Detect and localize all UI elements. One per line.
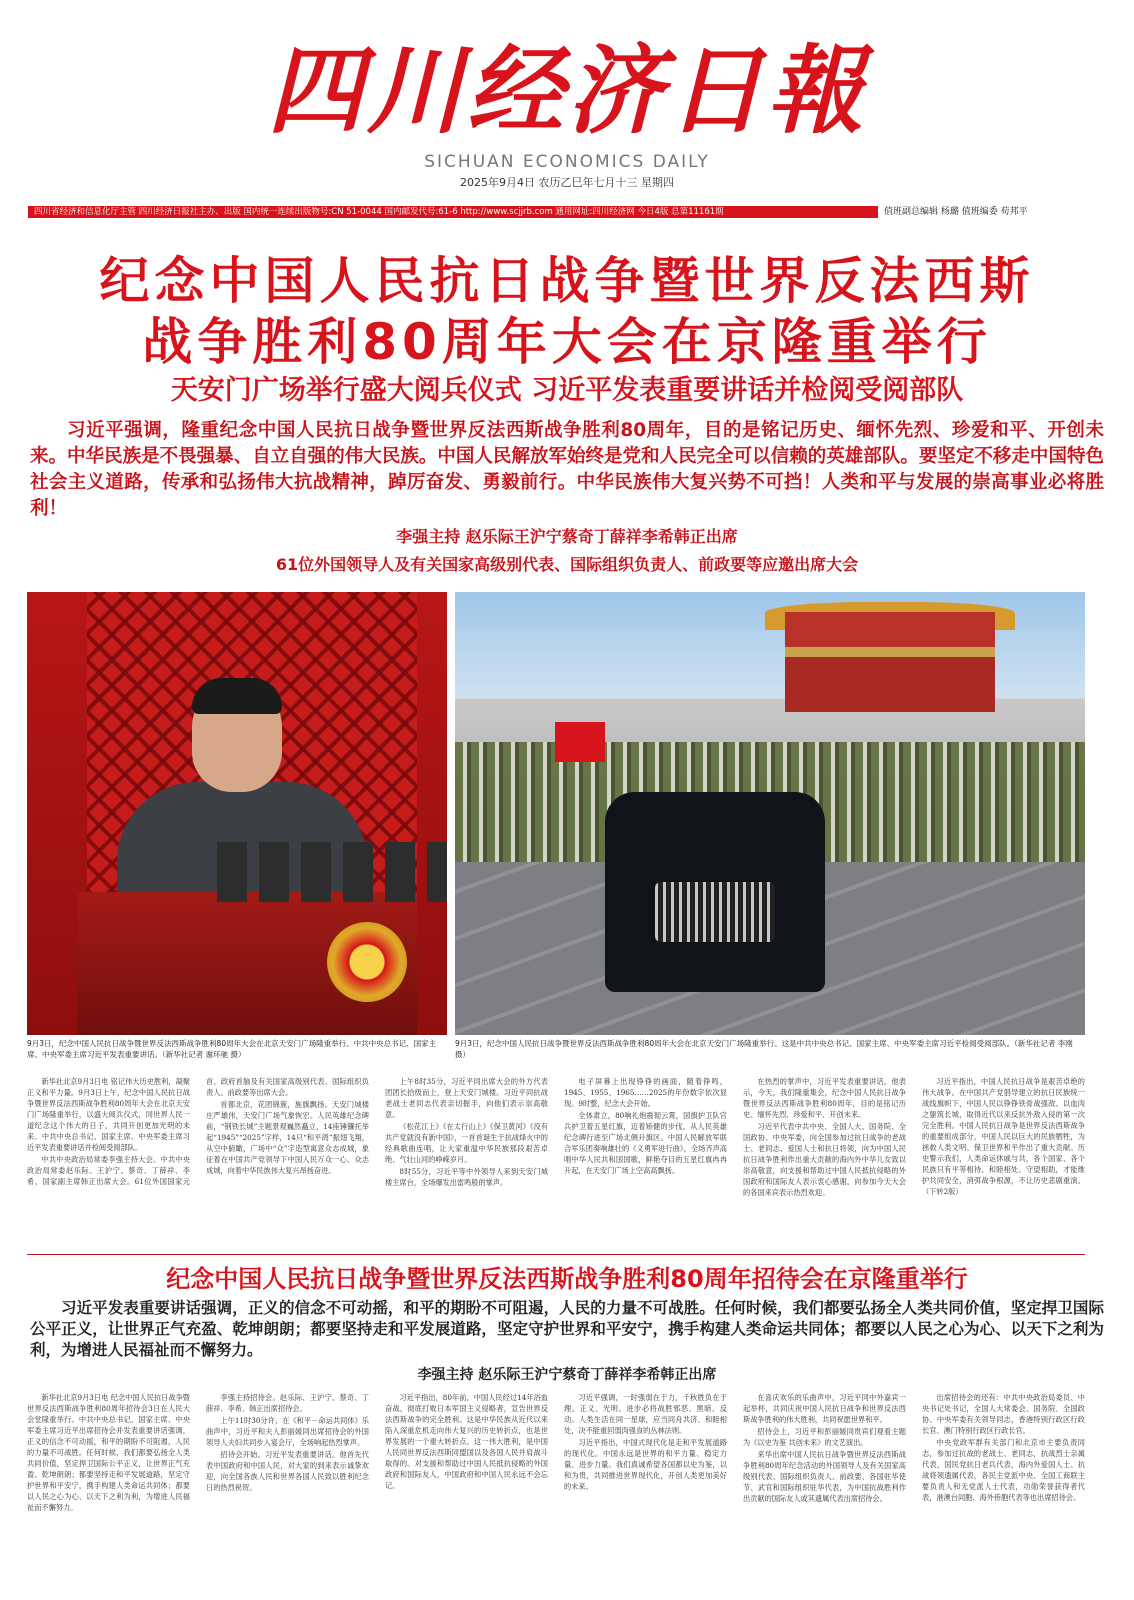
photo-speech-caption: 9月3日，纪念中国人民抗日战争暨世界反法西斯战争胜利80周年大会在北京天安门广场隆重举行。中共中央总书记、国家主席、中央军委主席习近平发表重要讲话。（新华社记者 谢环驰 摄）: [27, 1039, 437, 1059]
article-paragraph: 习近平强调，一时强弱在于力，千秋胜负在于理。正义、光明、进步必将战胜邪恶、黑暗、反动。人类生活在同一星球，应当同舟共济、和睦相处，决不能重回弱肉强食的丛林法则。: [564, 1393, 727, 1435]
attendees-line: 李强主持 赵乐际王沪宁蔡奇丁薛祥李希韩正出席: [396, 527, 738, 546]
duty-editors: 值班副总编辑 杨璐 值班编委 苟邦平: [884, 207, 1028, 217]
photo-parade-caption: 9月3日，纪念中国人民抗日战争暨世界反法西斯战争胜利80周年大会在北京天安门广场隆重举行。这是中共中央总书记、国家主席、中央军委主席习近平检阅受阅部队。（新华社记者 李刚 摄）: [455, 1039, 1073, 1059]
article-paragraph: 习近平指出，中国式现代化是走和平发展道路的现代化。中国永远是世界的和平力量、稳定力量、进步力量。我们真诚希望各国都以史为鉴，以和为贵，共同推进世界现代化，开创人类更加美好的未来。: [564, 1438, 727, 1491]
article-paragraph: 中央党政军群有关部门和北京市主要负责同志，参加过抗战的老战士、老同志，抗战烈士亲属代表，国民党抗日老兵代表，海内外爱国人士、抗战将领遗属代表，各民主党派中央、全国工商联主要负责人和无党派人士代表，功勋荣誉获得者代表，港澳台同胞、海外侨胞代表等也出席招待会。: [922, 1438, 1085, 1502]
newspaper-logo: 四川经济日報: [267, 34, 867, 147]
article-paragraph: 习近平指出，80年前，中国人民经过14年浴血奋战，彻底打败日本军国主义侵略者，宣告世界反法西斯战争的完全胜利。这是中华民族从近代以来陷入深重危机走向伟大复兴的历史转折点，也是世界发展的一个重大转折点。这一伟大胜利，是中国人民同世界反法西斯同盟国以及各国人民并肩战斗取得的。对支援和帮助过中国人民抵抗侵略的外国政府和国际友人，中国政府和中国人民永远不会忘记。: [385, 1393, 548, 1490]
national-emblem-icon: [327, 922, 407, 1002]
main-subheadline: 天安门广场举行盛大阅兵仪式 习近平发表重要讲话并检阅受阅部队: [170, 375, 964, 406]
article-1-body: [27, 1076, 1085, 1248]
article-paragraph: 《松花江上》《在太行山上》《保卫黄河》《没有共产党就没有新中国》，一首首诞生于抗战烽火中的经典歌曲连唱，让大家重温中华民族那段艰苦卓绝、气壮山河的峥嵘岁月。: [385, 1122, 548, 1164]
main-lead-paragraph: 习近平强调，隆重纪念中国人民抗日战争暨世界反法西斯战争胜利80周年，目的是铭记历史、缅怀先烈、珍爱和平、开创未来。中华民族是不畏强暴、自立自强的伟大民族。中国人民解放军始终是党和人民完全可以信赖的英雄部队。要坚定不移走中国特色社会主义道路，传承和弘扬伟大抗战精神，踔厉奋发、勇毅前行。中华民族伟大复兴势不可挡！人类和平与发展的崇高事业必将胜利！: [30, 420, 1104, 519]
article-paragraph: 首都北京，花团锦簇，旌旗飘扬。天安门城楼庄严雄伟，天安门广场气象恢宏。人民英雄纪念碑前，“钢铁长城”主题景观巍然矗立，14座锤镰托举起“1945”“2025”字样，14只“和平鸽”振翅飞翔，从空中俯瞰，广场中“众”字造型寓意众志成城，象征着在中国共产党领导下中国人民万众一心、众志成城，向着中华民族伟大复兴昂扬奋进。: [206, 1100, 369, 1175]
article-paragraph: 全体肃立，80响礼炮震彻云霄，国旗护卫队官兵护卫着五星红旗，迈着矫健的步伐，从人民英雄纪念碑行进至广场北侧升旗区。中国人民解放军联合军乐团奏响雄壮的《义勇军进行曲》，全场齐声高唱中华人民共和国国歌，鲜艳夺目的五星红旗冉冉升起，在天安门广场上空高高飘扬。: [564, 1111, 727, 1175]
article-paragraph: 来华出席中国人民抗日战争暨世界反法西斯战争胜利80周年纪念活动的外国领导人及有关国家高级别代表、国际组织负责人、前政要、各国驻华使节、武官和国际组织驻华代表，为中国抗战胜利作出贡献的国际友人或其遗属代表出席招待会。: [743, 1450, 906, 1503]
issue-date: 2025年9月4日 农历乙巳年七月十三 星期四: [460, 176, 674, 189]
car-grille: [655, 882, 775, 942]
article-paragraph: 新华社北京9月3日电 纪念中国人民抗日战争暨世界反法西斯战争胜利80周年招待会3日在人民大会堂隆重举行。中共中央总书记、国家主席、中央军委主席习近平出席招待会并发表重要讲话强调，正义的信念不可动摇，和平的期盼不可阻遏，人民的力量不可战胜。任何时候，我们都要弘扬全人类共同价值，坚定捍卫国际公平正义，让世界正气充盈、乾坤朗朗；都要坚持走和平发展道路，坚定守护世界和平安宁，携手构建人类命运共同体；都要以人民之心为心、以天下之利为利，为增进人民福祉而不懈努力。: [27, 1393, 190, 1512]
main-headline-line-1: 纪念中国人民抗日战争暨世界反法西斯: [99, 252, 1035, 310]
main-headline-line-2: 战争胜利80周年大会在京隆重举行: [142, 313, 992, 371]
microphones: [217, 842, 447, 902]
article-paragraph: 上午11时30分许，在《和平－命运共同体》乐曲声中，习近平和夫人彭丽媛同出席招待会的外国领导人夫妇共同步入宴会厅，全场响起热烈掌声。: [206, 1416, 369, 1447]
article-paragraph: 在热烈的掌声中，习近平发表重要讲话。他表示，今天，我们隆重集会，纪念中国人民抗日战争暨世界反法西斯战争胜利80周年，目的是铭记历史、缅怀先烈、珍爱和平、开创未来。: [743, 1077, 906, 1119]
tiananmen-gate: [785, 612, 995, 712]
reception-attendees-line: 李强主持 赵乐际王沪宁蔡奇丁薛祥李希韩正出席: [417, 1367, 717, 1383]
reception-headline: 纪念中国人民抗日战争暨世界反法西斯战争胜利80周年招待会在京隆重举行: [166, 1265, 968, 1293]
article-paragraph: 电子屏幕上出现铮铮的画面，随着铮鸣，1945、1955、1965……2025的年份数字依次显现。9时整，纪念大会开始。: [564, 1077, 727, 1108]
article-paragraph: 招待会开始。习近平发表重要讲话。他首先代表中国政府和中国人民，对大家的到来表示诚挚欢迎，向全国各族人民和世界各国人民致以胜利纪念日的热烈祝贺。: [206, 1450, 369, 1492]
red-flag-icon: [555, 722, 605, 762]
article-paragraph: 中共中央政治局常委李强主持大会。中共中央政治局常委赵乐际、王沪宁、蔡奇、丁薛祥、李希，国家副主席韩正出席大会。61位外国国家元首、政府首脑及有关国家高级别代表、国际组织负责人、前政要等出席大会。: [27, 1077, 369, 1186]
reception-lead-paragraph: 习近平发表重要讲话强调，正义的信念不可动摇，和平的期盼不可阻遏，人民的力量不可战胜。任何时候，我们都要弘扬全人类共同价值，坚定捍卫国际公平正义，让世界正气充盈、乾坤朗朗；都要坚持走和平发展道路，坚定守护世界和平安宁，携手构建人类命运共同体；都要以人民之心为心、以天下之利为利，为增进人民福祉而不懈努力。: [30, 1299, 1104, 1359]
masthead: [0, 0, 1134, 200]
article-paragraph: 上午8时35分，习近平同出席大会的外方代表团团长拾级而上，登上天安门城楼。习近平同抗战老战士老同志代表亲切握手，向他们表示崇高敬意。: [385, 1077, 548, 1119]
foreign-guests-line: 61位外国领导人及有关国家高级别代表、国际组织负责人、前政要等应邀出席大会: [275, 555, 859, 574]
article-paragraph: 李强主持招待会。赵乐际、王沪宁、蔡奇、丁薛祥、李希、韩正出席招待会。: [206, 1393, 369, 1413]
article-paragraph: 习近平指出，中国人民抗日战争是艰苦卓绝的伟大战争。在中国共产党倡导建立的抗日民族统一战线旗帜下，中国人民以铮铮铁骨战强敌、以血肉之躯筑长城，取得近代以来反抗外敌入侵的第一次完全胜利。中国人民抗日战争是世界反法西斯战争的重要组成部分，中国人民以巨大的民族牺牲，为拯救人类文明、保卫世界和平作出了重大贡献。历史警示我们，人类命运休戚与共，各个国家、各个民族只有平等相待、和睦相处、守望相助，才能维护共同安全，消弭战争根源，不让历史悲剧重演。（下转2版）: [922, 1077, 1085, 1196]
speaker-hair: [192, 678, 282, 714]
reception-article-body: [27, 1392, 1085, 1580]
article-paragraph: 8时55分，习近平等中外领导人来到天安门城楼主席台，全场爆发出雷鸣般的掌声。: [385, 1167, 548, 1187]
section-divider: [27, 1254, 1085, 1255]
article-paragraph: 招待会上，习近平和彭丽媛同贵宾们观看主题为《以史为鉴 共创未来》的文艺演出。: [743, 1427, 906, 1447]
photo-parade-review: [455, 592, 1085, 1035]
publication-info-bar: 四川省经济和信息化厅主管 四川经济日报社主办、出版 国内统一连续出版物号:CN 51-0044 国内邮发代号:61-6 http://www.scjjrb.com 通用网址:四川经济网 今日4版 总第11161期: [28, 206, 878, 218]
article-paragraph: 习近平代表中共中央、全国人大、国务院、全国政协、中央军委，向全国参加过抗日战争的老战士、老同志、爱国人士和抗日将领，向为中国人民抗日战争胜利作出重大贡献的海内外中华儿女致以崇高敬意，向支援和帮助过中国人民抵抗侵略的外国政府和国际友人表示衷心感谢，向参加今天大会的各国来宾表示热烈欢迎。: [743, 1122, 906, 1197]
photo-speech: [27, 592, 447, 1035]
article-paragraph: 新华社北京9月3日电 铭记伟大历史胜利，凝聚正义和平力量。9月3日上午，纪念中国人民抗日战争暨世界反法西斯战争胜利80周年大会在北京天安门广场隆重举行，以盛大阅兵仪式，同世界人民一道纪念这个伟大的日子，共同开创更加光明的未来。中共中央总书记、国家主席、中央军委主席习近平发表重要讲话并检阅受阅部队。: [27, 1077, 190, 1152]
article-paragraph: 在喜庆欢乐的乐曲声中，习近平同中外嘉宾一起举杯，共同庆祝中国人民抗日战争和世界反法西斯战争胜利的伟大胜利，共同祝愿世界和平。: [743, 1393, 906, 1424]
article-paragraph: 出席招待会的还有：中共中央政治局委员、中央书记处书记，全国人大常委会、国务院、全国政协、中央军委有关领导同志，香港特别行政区行政长官、澳门特别行政区行政长官。: [922, 1393, 1085, 1435]
newspaper-english-name: SICHUAN ECONOMICS DAILY: [424, 152, 710, 172]
